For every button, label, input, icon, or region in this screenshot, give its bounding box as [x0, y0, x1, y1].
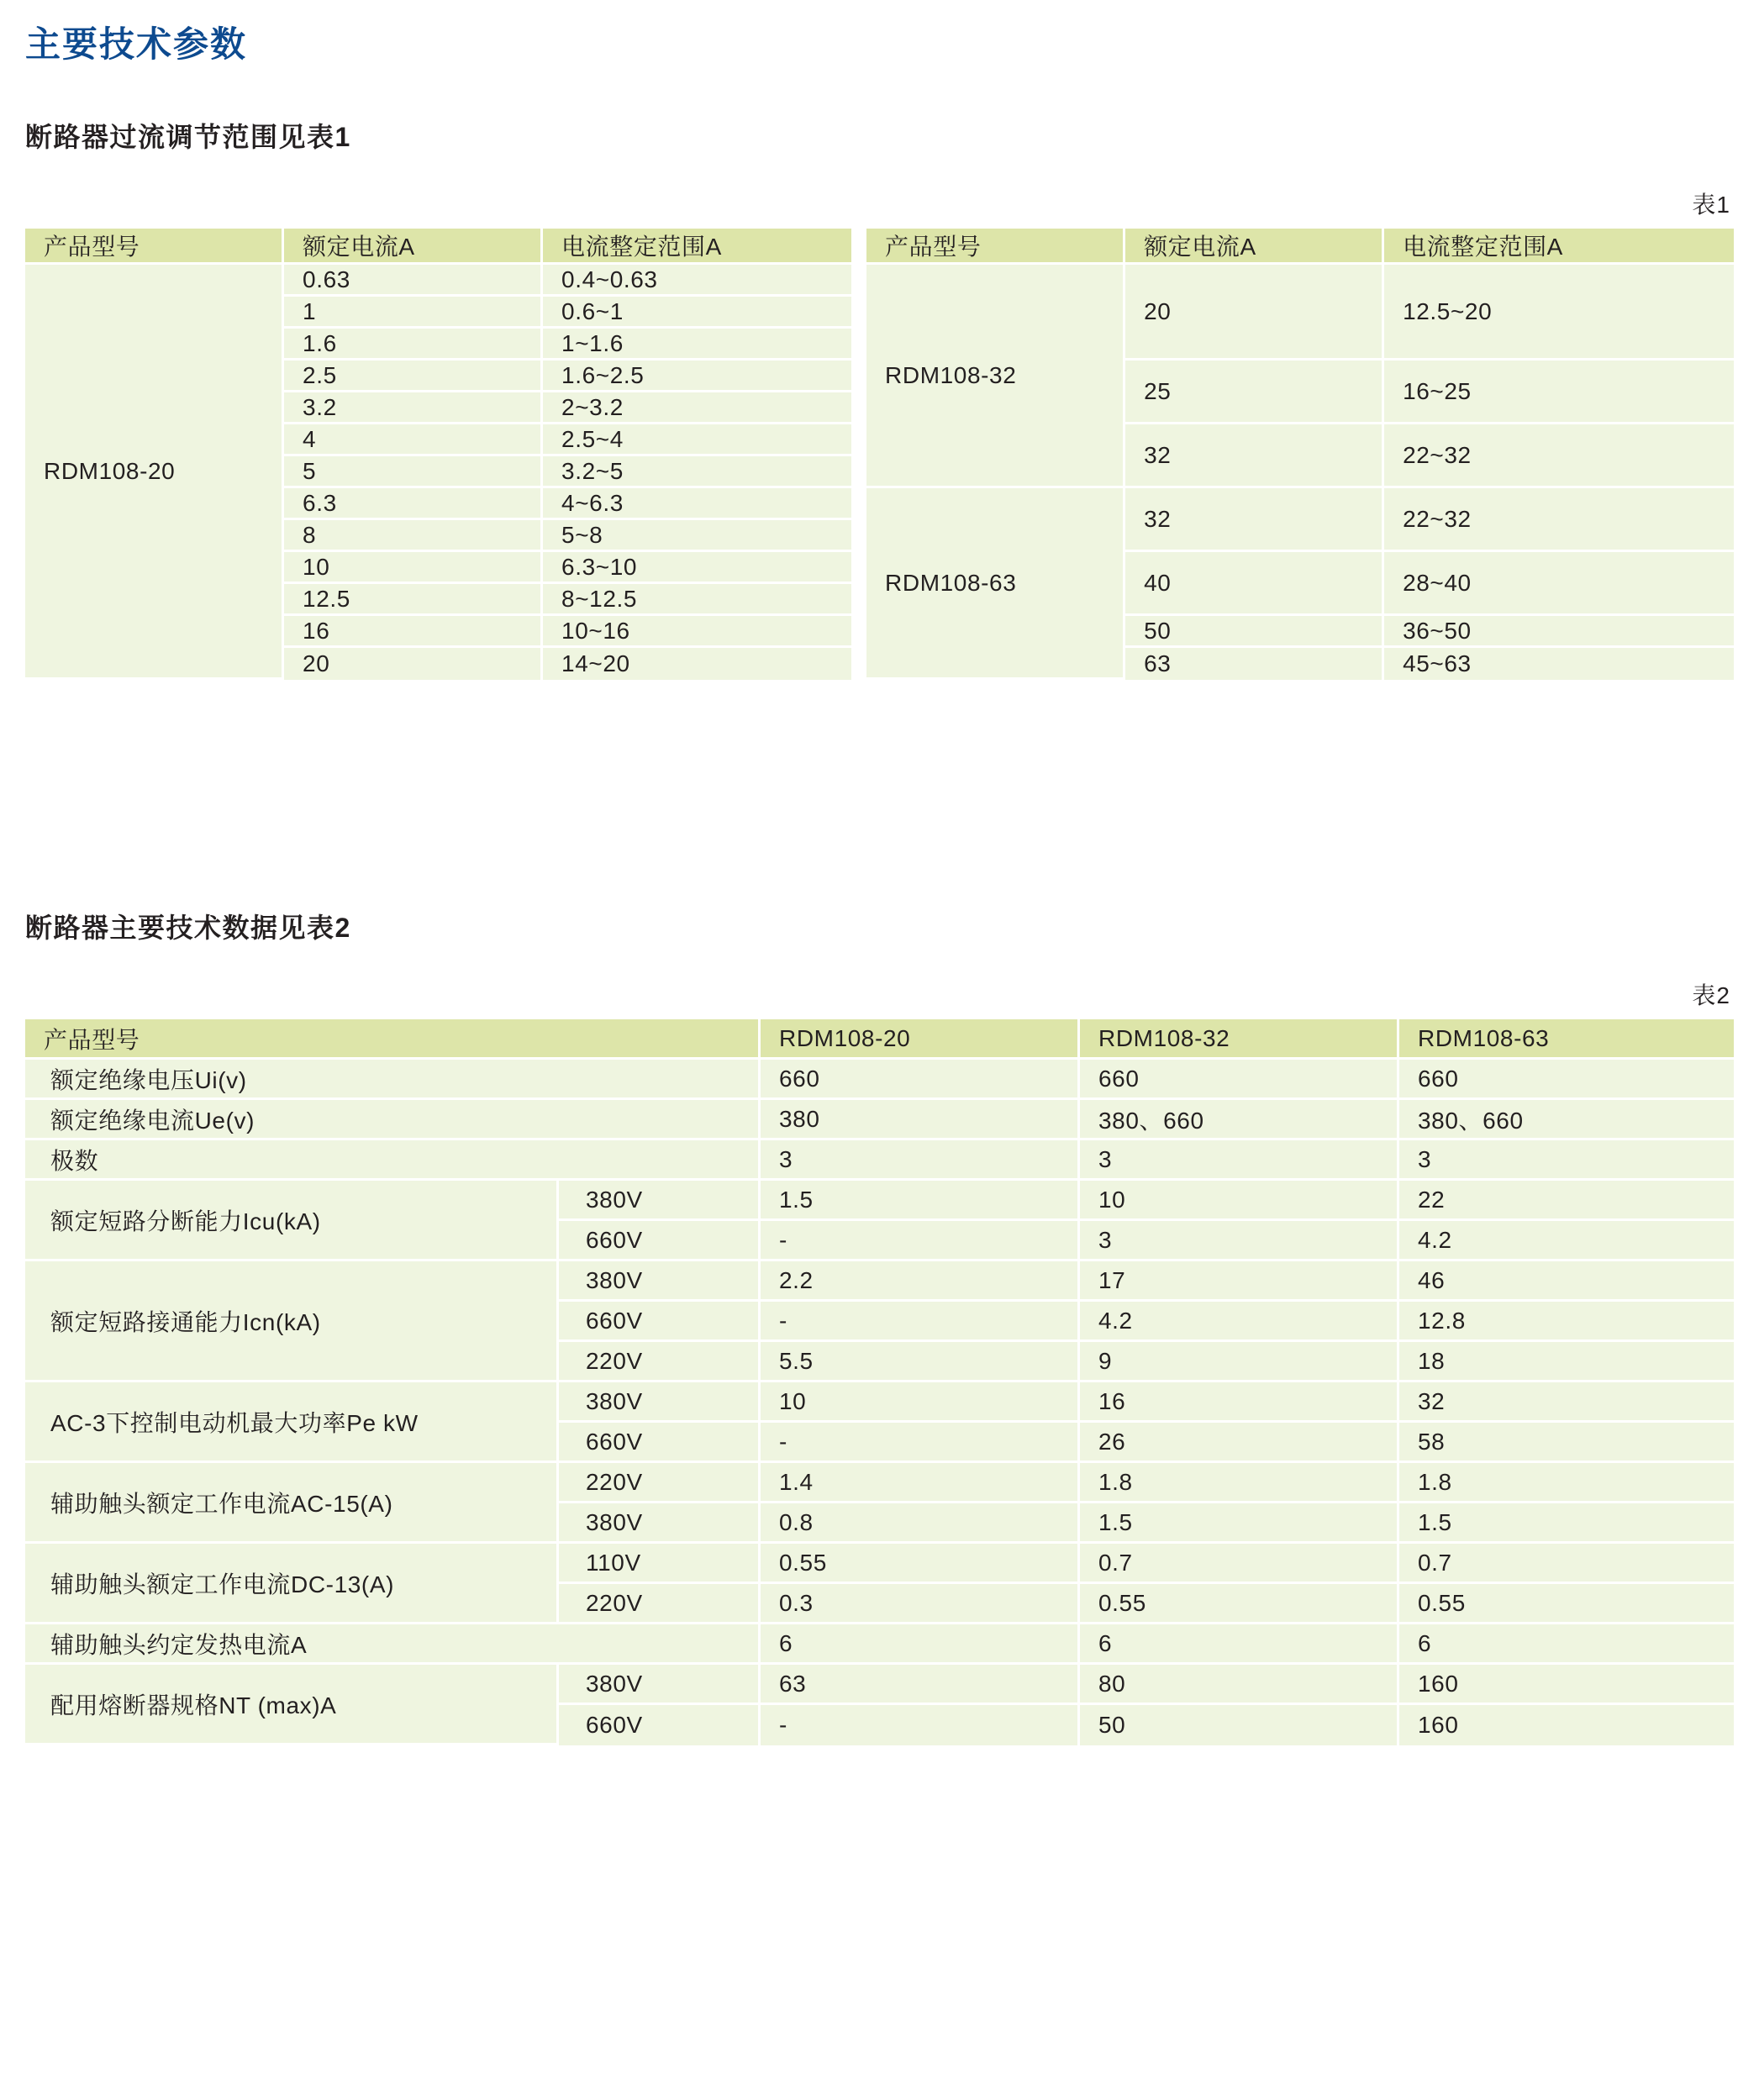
table2-voltage-label: 220V	[559, 1342, 761, 1382]
table1-left-rated-current: 5	[284, 456, 543, 488]
table2-value-cell: 380、660	[1399, 1100, 1734, 1140]
table1-header-range-right: 电流整定范围A	[1384, 229, 1734, 265]
table2-value-cell: 26	[1080, 1423, 1399, 1463]
table2-value-cell: 1.4	[761, 1463, 1080, 1503]
table1-left-setting-range: 0.6~1	[543, 297, 854, 329]
table-row	[25, 1382, 1734, 1423]
table2-value-cell: 160	[1399, 1665, 1734, 1705]
table2-value-cell: 160	[1399, 1705, 1734, 1745]
table2-voltage-label: 380V	[559, 1261, 761, 1302]
table1-header-row	[25, 229, 1734, 265]
table2-value-cell: 380、660	[1080, 1100, 1399, 1140]
table1-right-rated-current: 50	[1125, 616, 1384, 648]
table2-value-cell: 0.55	[1399, 1584, 1734, 1624]
table1-left-rated-current: 1	[284, 297, 543, 329]
table2-value-cell: 660	[761, 1060, 1080, 1100]
table2-value-cell: 32	[1399, 1382, 1734, 1423]
table2-value-cell: 660	[1399, 1060, 1734, 1100]
table2-value-cell: 3	[1080, 1221, 1399, 1261]
table2-value-cell: 3	[1399, 1140, 1734, 1181]
table2-value-cell: 1.5	[761, 1181, 1080, 1221]
table2-row-label: 辅助触头约定发热电流A	[25, 1624, 761, 1665]
table1-left-setting-range: 2.5~4	[543, 424, 854, 456]
table2-value-cell: 1.5	[1399, 1503, 1734, 1544]
table1-right-setting-range: 22~32	[1384, 488, 1734, 552]
table2-value-cell: 16	[1080, 1382, 1399, 1423]
table1-left-rated-current: 4	[284, 424, 543, 456]
table2-value-cell: 3	[761, 1140, 1080, 1181]
table2-voltage-label: 380V	[559, 1665, 761, 1705]
table2-header-model: 产品型号	[25, 1019, 761, 1060]
table2-voltage-label: 220V	[559, 1584, 761, 1624]
table2-value-cell: 6	[761, 1624, 1080, 1665]
table2-value-cell: 12.8	[1399, 1302, 1734, 1342]
table2-value-cell: 0.55	[1080, 1584, 1399, 1624]
table2-value-cell: -	[761, 1705, 1080, 1745]
table2-value-cell: 380	[761, 1100, 1080, 1140]
table2-row-label: 辅助触头额定工作电流DC-13(A)	[25, 1544, 559, 1624]
table2-voltage-label: 380V	[559, 1382, 761, 1423]
table2-value-cell: 6	[1399, 1624, 1734, 1665]
table2-value-cell: 1.8	[1399, 1463, 1734, 1503]
table1-right-setting-range: 22~32	[1384, 424, 1734, 488]
table1-left-rated-current: 20	[284, 648, 543, 680]
table2-header-row	[25, 1019, 1734, 1060]
table1-header-rated-left: 额定电流A	[284, 229, 543, 265]
table2-row-label: 极数	[25, 1140, 761, 1181]
table1-header-model-left: 产品型号	[25, 229, 284, 265]
table2-value-cell: 4.2	[1399, 1221, 1734, 1261]
table2-row-label: 配用熔断器规格NT (max)A	[25, 1665, 559, 1745]
table1-caption: 表1	[1692, 192, 1730, 218]
table2-value-cell: 4.2	[1080, 1302, 1399, 1342]
table1-right-rated-current: 63	[1125, 648, 1384, 680]
table2-value-cell: 0.3	[761, 1584, 1080, 1624]
table-row	[25, 1181, 1734, 1221]
table1-left-setting-range: 14~20	[543, 648, 854, 680]
table1-left-rated-current: 6.3	[284, 488, 543, 520]
table2-value-cell: -	[761, 1221, 1080, 1261]
table1-right-setting-range: 28~40	[1384, 552, 1734, 616]
table-row	[25, 1665, 1734, 1705]
table2-value-cell: 18	[1399, 1342, 1734, 1382]
table2-voltage-label: 380V	[559, 1503, 761, 1544]
table-row	[25, 1624, 1734, 1665]
table2-value-cell: 9	[1080, 1342, 1399, 1382]
table2-value-cell: 0.55	[761, 1544, 1080, 1584]
table1-left-setting-range: 6.3~10	[543, 552, 854, 584]
table1-right-model-rdm108-63: RDM108-63	[866, 488, 1125, 680]
table2-voltage-label: 660V	[559, 1221, 761, 1261]
table2-value-cell: 0.8	[761, 1503, 1080, 1544]
table2-value-cell: 17	[1080, 1261, 1399, 1302]
table1-left-rated-current: 1.6	[284, 329, 543, 361]
table1-left-rated-current: 8	[284, 520, 543, 552]
table1-left-model: RDM108-20	[25, 265, 284, 680]
table1-left-rated-current: 2.5	[284, 361, 543, 392]
table-row	[25, 1261, 1734, 1302]
table-row	[25, 1544, 1734, 1584]
section-spacer	[25, 680, 1734, 856]
section2-heading: 断路器主要技术数据见表2	[25, 913, 351, 944]
page-title: 主要技术参数	[25, 24, 248, 64]
table1-header-model-right: 产品型号	[866, 229, 1125, 265]
table1-right-rated-current: 25	[1125, 361, 1384, 424]
table-row	[25, 1463, 1734, 1503]
table1-right-setting-range: 12.5~20	[1384, 265, 1734, 361]
table2-row-label: 额定绝缘电压Ui(v)	[25, 1060, 761, 1100]
table2-header-rdm108-63: RDM108-63	[1399, 1019, 1734, 1060]
table2-caption: 表2	[1692, 982, 1730, 1009]
table1-right-rated-current: 32	[1125, 424, 1384, 488]
table2-voltage-label: 220V	[559, 1463, 761, 1503]
table-row	[25, 1100, 1734, 1140]
table2-value-cell: 10	[761, 1382, 1080, 1423]
table-row	[25, 1060, 1734, 1100]
table2-header-rdm108-32: RDM108-32	[1080, 1019, 1399, 1060]
table2-value-cell: 2.2	[761, 1261, 1080, 1302]
table1-left-setting-range: 1~1.6	[543, 329, 854, 361]
table2-value-cell: 50	[1080, 1705, 1399, 1745]
table-row	[25, 1140, 1734, 1181]
table2-voltage-label: 110V	[559, 1544, 761, 1584]
table2-value-cell: 10	[1080, 1181, 1399, 1221]
table2-row-label: 额定绝缘电流Ue(v)	[25, 1100, 761, 1140]
table2-row-label: 辅助触头额定工作电流AC-15(A)	[25, 1463, 559, 1544]
table2-value-cell: 22	[1399, 1181, 1734, 1221]
table2-voltage-label: 660V	[559, 1302, 761, 1342]
table1-left-setting-range: 1.6~2.5	[543, 361, 854, 392]
table1-right-rated-current: 20	[1125, 265, 1384, 361]
table2-main-technical-data	[25, 1019, 1734, 1745]
table2-value-cell: 1.8	[1080, 1463, 1399, 1503]
table1-gap	[854, 265, 866, 680]
table2-value-cell: 46	[1399, 1261, 1734, 1302]
table1-left-rated-current: 12.5	[284, 584, 543, 616]
table1-left-rated-current: 0.63	[284, 265, 543, 297]
table2-value-cell: -	[761, 1423, 1080, 1463]
table2-value-cell: 6	[1080, 1624, 1399, 1665]
table1-left-setting-range: 10~16	[543, 616, 854, 648]
table2-value-cell: 5.5	[761, 1342, 1080, 1382]
table2-value-cell: 660	[1080, 1060, 1399, 1100]
table1-left-setting-range: 5~8	[543, 520, 854, 552]
table2-value-cell: 0.7	[1080, 1544, 1399, 1584]
table1-left-setting-range: 0.4~0.63	[543, 265, 854, 297]
table2-row-label: AC-3下控制电动机最大功率Pe kW	[25, 1382, 559, 1463]
table1-right-model-rdm108-32: RDM108-32	[866, 265, 1125, 488]
table1-header-range-left: 电流整定范围A	[543, 229, 854, 265]
table1-left-rated-current: 10	[284, 552, 543, 584]
table2-value-cell: -	[761, 1302, 1080, 1342]
table2-header-rdm108-20: RDM108-20	[761, 1019, 1080, 1060]
table1-left-setting-range: 8~12.5	[543, 584, 854, 616]
table2-voltage-label: 380V	[559, 1181, 761, 1221]
table2-row-label: 额定短路分断能力Icu(kA)	[25, 1181, 559, 1261]
bottom-spacer	[25, 1745, 1734, 1792]
table1-left-setting-range: 4~6.3	[543, 488, 854, 520]
table2-value-cell: 1.5	[1080, 1503, 1399, 1544]
table2-row-label: 额定短路接通能力Icn(kA)	[25, 1261, 559, 1382]
table1-right-setting-range: 36~50	[1384, 616, 1734, 648]
table2-voltage-label: 660V	[559, 1705, 761, 1745]
table2-value-cell: 0.7	[1399, 1544, 1734, 1584]
table1-left-setting-range: 2~3.2	[543, 392, 854, 424]
table1-current-adjustment-range	[25, 229, 1734, 680]
table2-voltage-label: 660V	[559, 1423, 761, 1463]
table1-left-setting-range: 3.2~5	[543, 456, 854, 488]
table-row	[25, 265, 1734, 297]
table1-right-rated-current: 40	[1125, 552, 1384, 616]
table2-value-cell: 63	[761, 1665, 1080, 1705]
table1-right-setting-range: 45~63	[1384, 648, 1734, 680]
table1-right-setting-range: 16~25	[1384, 361, 1734, 424]
table1-gap	[854, 229, 866, 265]
table2-value-cell: 58	[1399, 1423, 1734, 1463]
table1-right-rated-current: 32	[1125, 488, 1384, 552]
table1-left-rated-current: 3.2	[284, 392, 543, 424]
table1-header-rated-right: 额定电流A	[1125, 229, 1384, 265]
table2-value-cell: 3	[1080, 1140, 1399, 1181]
table1-left-rated-current: 16	[284, 616, 543, 648]
table2-value-cell: 80	[1080, 1665, 1399, 1705]
section1-heading: 断路器过流调节范围见表1	[25, 122, 351, 153]
datasheet-page	[0, 24, 1759, 1792]
